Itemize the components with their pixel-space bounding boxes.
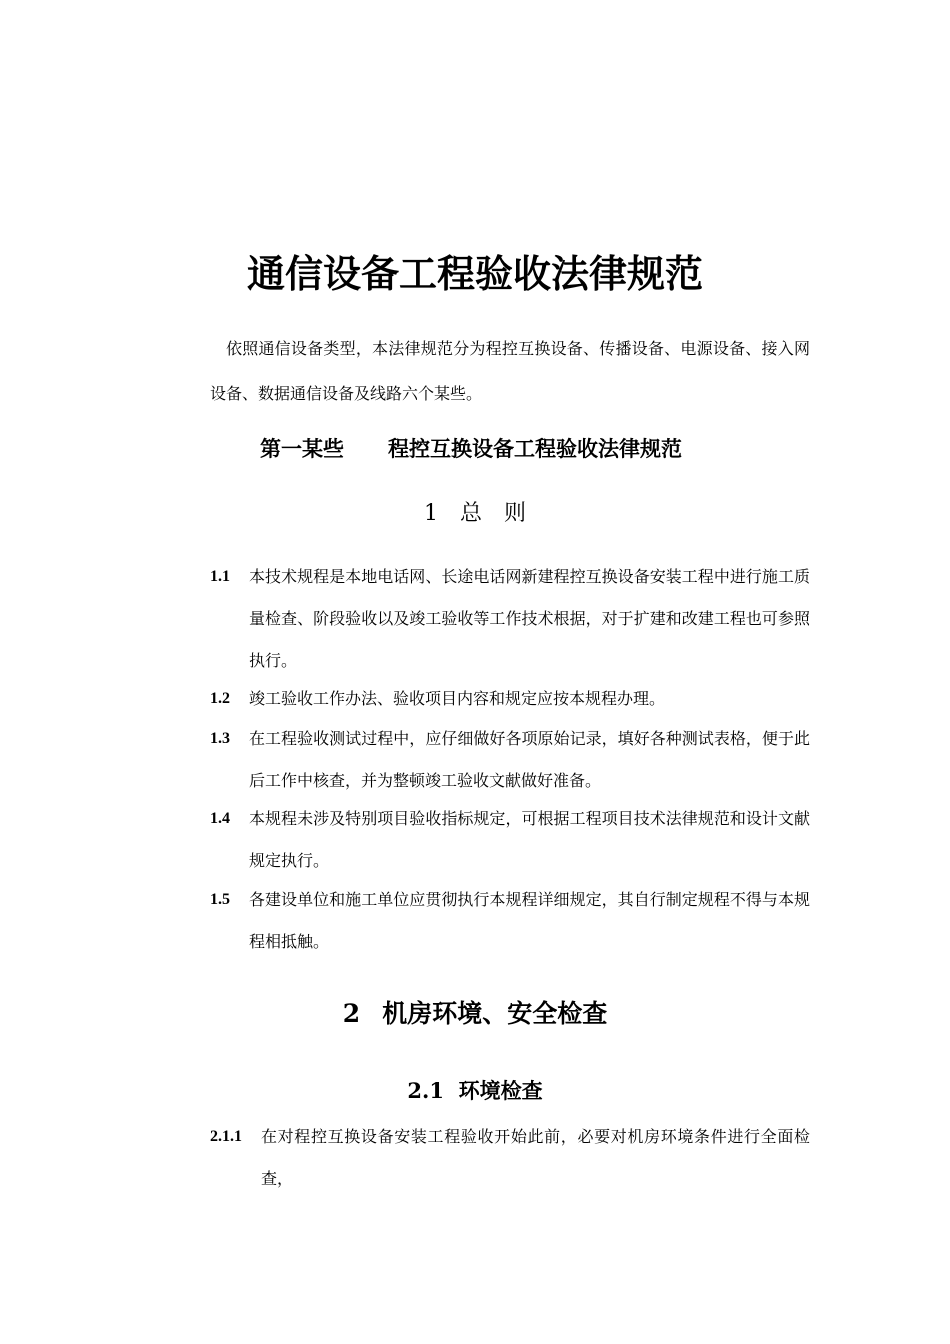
section-2-1-title: 环境检查 (458, 1078, 543, 1103)
clause-text: 各建设单位和施工单位应贯彻执行本规程详细规定，其自行制定规程不得与本规程相抵触。 (249, 890, 810, 951)
part-label: 第一某些 (260, 436, 344, 461)
clause-text: 在工程验收测试过程中，应仔细做好各项原始记录，填好各种测试表格，便于此后工作中核查，并为整顿竣工验收文献做好准备。 (249, 729, 810, 790)
chapter-1-title-b: 则 (504, 501, 527, 526)
clause-number: 1.2 (210, 690, 230, 707)
clause-number: 1.5 (210, 891, 230, 908)
clause-2-1-1 (210, 1116, 810, 1200)
section-2-1-number: 2.1 (407, 1078, 444, 1103)
chapter-2-number: 2 (342, 999, 361, 1028)
chapter-2-heading (0, 996, 950, 1032)
intro-paragraph: 依照通信设备类型，本法律规范分为程控互换设备、传播设备、电源设备、接入网设备、数据通信设备及线路六个某些。 (210, 339, 810, 403)
chapter-1-heading (0, 496, 950, 532)
clause-number: 1.4 (210, 810, 230, 827)
clause-text: 竣工验收工作办法、验收项目内容和规定应按本规程办理。 (249, 689, 666, 708)
section-2-1-heading (0, 1074, 950, 1108)
clause-1-2 (210, 678, 810, 720)
document-title: 通信设备工程验收法律规范 (246, 251, 703, 296)
clause-number: 1.3 (210, 730, 230, 747)
part-title: 程控互换设备工程验收法律规范 (388, 436, 682, 461)
clause-number: 2.1.1 (210, 1128, 242, 1145)
chapter-1-title-a: 总 (459, 501, 482, 526)
clause-1-5 (210, 879, 810, 963)
clause-1-3 (210, 718, 810, 802)
chapter-1-number: 1 (423, 501, 438, 526)
clause-number: 1.1 (210, 568, 230, 585)
clause-1-1 (210, 556, 810, 682)
clause-text: 本技术规程是本地电话网、长途电话网新建程控互换设备安装工程中进行施工质量检查、阶段验收以及竣工验收等工作技术根据，对于扩建和改建工程也可参照执行。 (249, 567, 810, 670)
chapter-2-title: 机房环境、安全检查 (382, 999, 608, 1028)
clause-text: 本规程未涉及特别项目验收指标规定，可根据工程项目技术法律规范和设计文献规定执行。 (249, 809, 810, 870)
clause-1-4 (210, 798, 810, 882)
part-heading (260, 432, 682, 466)
clause-text: 在对程控互换设备安装工程验收开始此前，必要对机房环境条件进行全面检查， (261, 1127, 810, 1188)
